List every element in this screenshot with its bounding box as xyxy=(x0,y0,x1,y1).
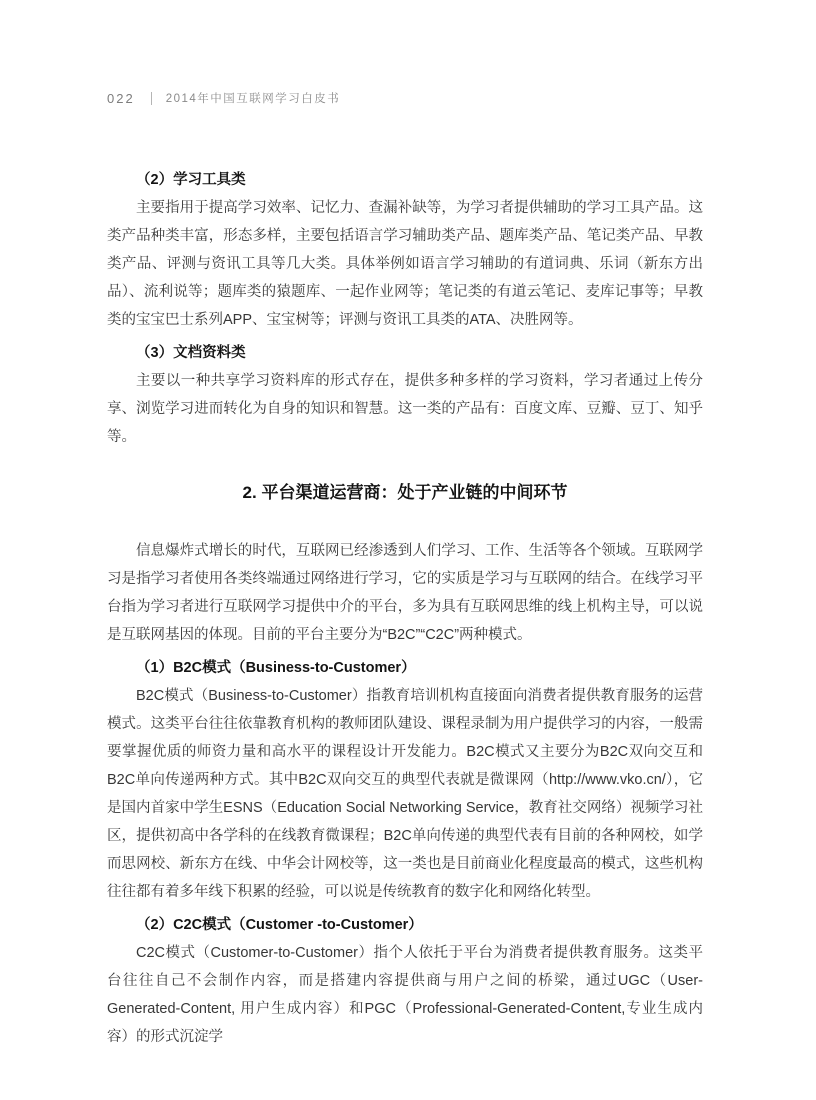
page-number: 022 xyxy=(107,90,135,106)
book-title: 2014年中国互联网学习白皮书 xyxy=(165,93,341,105)
section-title-platform-operators: 2. 平台渠道运营商：处于产业链的中间环节 xyxy=(242,483,568,502)
subsection-heading-learning-tools: （2）学习工具类 xyxy=(136,172,246,188)
header-divider xyxy=(151,92,152,105)
page-content xyxy=(107,166,703,1051)
subsection-heading-c2c-mode: （2）C2C模式（Customer -to-Customer） xyxy=(136,917,423,933)
paragraph-platform-intro: 信息爆炸式增长的时代，互联网已经渗透到人们学习、工作、生活等各个领域。互联网学习是指学习者使用各类终端通过网络进行学习，它的实质是学习与互联网的结合。在线学习平台指为学习者进行互联网学习提供中介的平台，多为具有互联网思维的线上机构主导，可以说是互联网基因的体现。目前的平台主要分为“B2C”“C2C”两种模式。 xyxy=(107,543,703,643)
subsection-heading-b2c-mode: （1）B2C模式（Business-to-Customer） xyxy=(136,660,416,676)
paragraph-learning-tools: 主要指用于提高学习效率、记忆力、查漏补缺等，为学习者提供辅助的学习工具产品。这类产品种类丰富，形态多样，主要包括语言学习辅助类产品、题库类产品、笔记类产品、早教类产品、评测与资讯工具等几大类。具体举例如语言学习辅助的有道词典、乐词（新东方出品）、流利说等；题库类的猿题库、一起作业网等；笔记类的有道云笔记、麦库记事等；早教类的宝宝巴士系列APP、宝宝树等；评测与资讯工具类的ATA、决胜网等。 xyxy=(107,200,703,328)
subsection-heading-document-resources: （3）文档资料类 xyxy=(136,345,246,361)
paragraph-b2c-mode: B2C模式（Business-to-Customer）指教育培训机构直接面向消费者提供教育服务的运营模式。这类平台往往依靠教育机构的教师团队建设、课程录制为用户提供学习的内容，一般需要掌握优质的师资力量和高水平的课程设计开发能力。B2C模式又主要分为B2C双向交互和B2C单向传递两种方式。其中B2C双向交互的典型代表就是微课网（http://www.vko.cn/），它是国内首家中学生ESNS（Education Social Networking Service，教育社交网络）视频学习社区，提供初高中各学科的在线教育微课程；B2C单向传递的典型代表有目前的各种网校，如学而思网校、新东方在线、中华会计网校等，这一类也是目前商业化程度最高的模式，这些机构往往都有着多年线下积累的经验，可以说是传统教育的数字化和网络化转型。 xyxy=(107,688,703,900)
paragraph-c2c-mode: C2C模式（Customer-to-Customer）指个人依托于平台为消费者提供教育服务。这类平台往往自己不会制作内容，而是搭建内容提供商与用户之间的桥梁，通过UGC（User-Generated-Content, 用户生成内容）和PGC（Professional-Generated-Content,专业生成内容）的形式沉淀学 xyxy=(107,945,703,1045)
paragraph-document-resources: 主要以一种共享学习资料库的形式存在，提供多种多样的学习资料，学习者通过上传分享、浏览学习进而转化为自身的知识和智慧。这一类的产品有：百度文库、豆瓣、豆丁、知乎等。 xyxy=(107,373,703,445)
running-header xyxy=(107,90,706,106)
